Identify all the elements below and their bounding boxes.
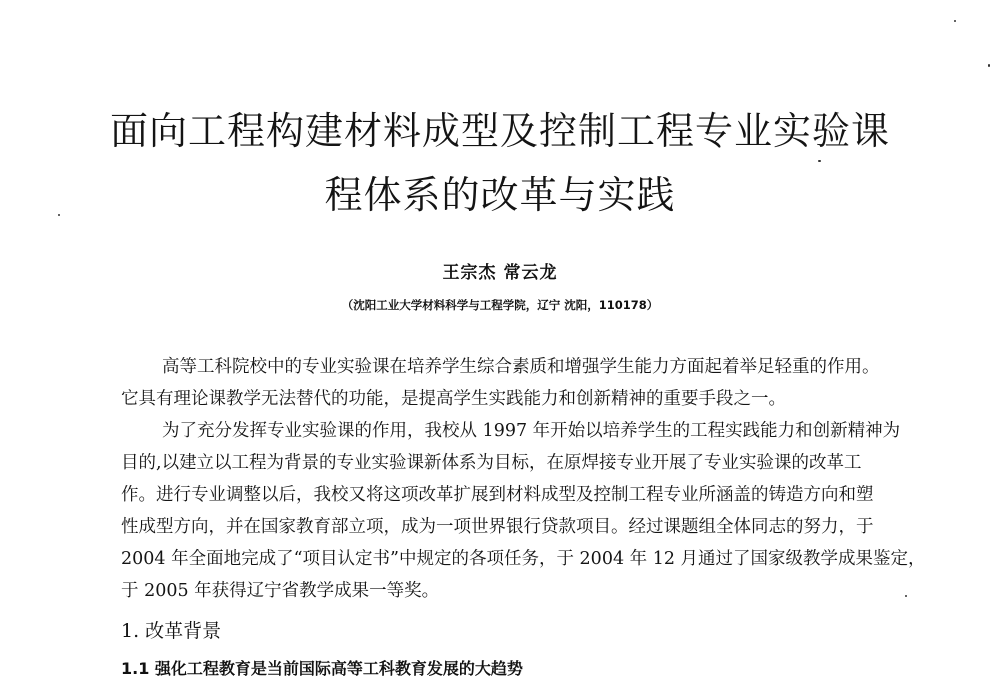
scan-speck <box>954 20 956 22</box>
body-line-3: 为了充分发挥专业实验课的作用，我校从 1997 年开始以培养学生的工程实践能力和创新精神为 <box>162 421 901 441</box>
paper-affiliation: （沈阳工业大学材料科学与工程学院，辽宁 沈阳，110178） <box>341 298 659 312</box>
body-line-5: 作。进行专业调整以后，我校又将这项改革扩展到材料成型及控制工程专业所涵盖的铸造方向和塑 <box>121 485 874 505</box>
body-line-2: 它具有理论课教学无法替代的功能，是提高学生实践能力和创新精神的重要手段之一。 <box>121 389 786 409</box>
body-line-4: 目的,以建立以工程为背景的专业实验课新体系为目标，在原焊接专业开展了专业实验课的改革工 <box>121 453 862 473</box>
body-line-8: 于 2005 年获得辽宁省教学成果一等奖。 <box>121 581 440 601</box>
scan-speck <box>58 214 60 216</box>
scan-speck <box>818 160 821 162</box>
scan-speck <box>905 595 907 597</box>
paper-title-line-1: 面向工程构建材料成型及控制工程专业实验课 <box>109 109 890 153</box>
body-line-6: 性成型方向，并在国家教育部立项，成为一项世界银行贷款项目。经过课题组全体同志的努力，于 <box>121 517 874 537</box>
scan-speck <box>988 64 990 67</box>
subsection-heading: 1.1 强化工程教育是当前国际高等工科教育发展的大趋势 <box>121 659 523 678</box>
body-line-7: 2004 年全面地完成了“项目认定书”中规定的各项任务，于 2004 年 12 月通过了国家级教学成果鉴定， <box>121 549 926 569</box>
section-heading: 1. 改革背景 <box>121 620 222 642</box>
paper-title-line-2: 程体系的改革与实践 <box>324 173 676 217</box>
body-line-1: 高等工科院校中的专业实验课在培养学生综合素质和增强学生能力方面起着举足轻重的作用。 <box>162 357 880 377</box>
paper-authors: 王宗杰 常云龙 <box>442 263 558 283</box>
